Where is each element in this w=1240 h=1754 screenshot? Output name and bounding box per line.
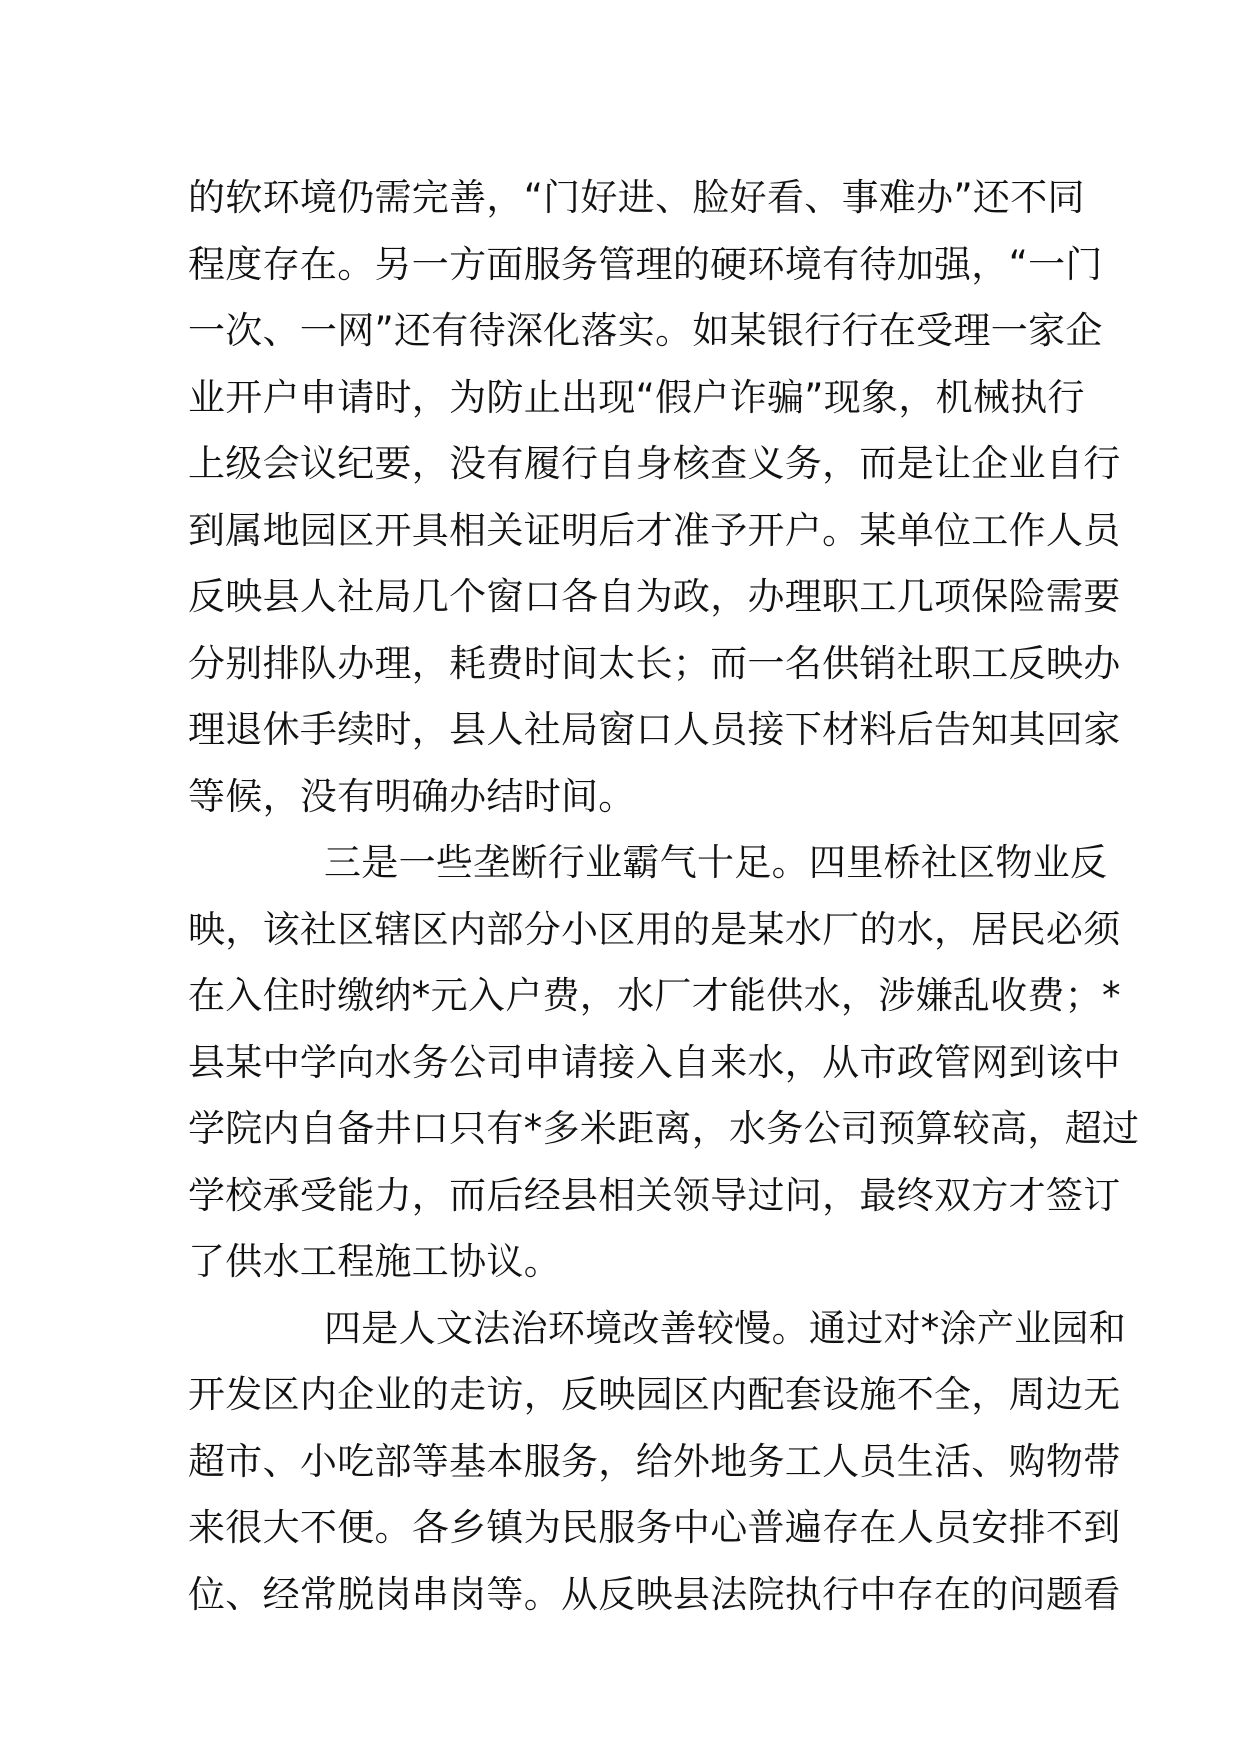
paragraph-heading-3: 三是一些垄断行业霸气十足。四里桥社区物业反 — [324, 841, 1108, 884]
text-line: 上级会议纪要，没有履行自身核查义务，而是让企业自行 — [188, 442, 1121, 485]
text-line: 到属地园区开具相关证明后才准予开户。某单位工作人员 — [188, 508, 1121, 552]
paragraph-heading-4: 四是人文法治环境改善较慢。通过对*涂产业园和 — [324, 1306, 1127, 1350]
text-line: 开发区内企业的走访，反映园区内配套设施不全，周边无 — [188, 1373, 1121, 1416]
text-line: 程度存在。另一方面服务管理的硬环境有待加强，“一门 — [188, 242, 1103, 286]
text-line: 业开户申请时，为防止出现“假户诈骗”现象，机械执行 — [188, 375, 1085, 419]
text-line: 等候，没有明确办结时间。 — [188, 774, 636, 818]
text-line: 理退休手续时，县人社局窗口人员接下材料后告知其回家 — [188, 708, 1121, 751]
text-line: 映，该社区辖区内部分小区用的是某水厂的水，居民必须 — [188, 907, 1121, 951]
text-line: 位、经常脱岗串岗等。从反映县法院执行中存在的问题看 — [188, 1572, 1121, 1616]
text-line: 的软环境仍需完善，“门好进、脸好看、事难办”还不同 — [188, 176, 1085, 219]
text-line: 了供水工程施工协议。 — [188, 1240, 561, 1283]
text-line: 来很大不便。各乡镇为民服务中心普遍存在人员安排不到 — [188, 1506, 1121, 1549]
text-line: 学院内自备井口只有*多米距离，水务公司预算较高，超过 — [188, 1107, 1140, 1150]
text-line: 在入住时缴纳*元入户费，水厂才能供水，涉嫌乱收费；* — [188, 974, 1121, 1017]
text-line: 超市、小吃部等基本服务，给外地务工人员生活、购物带 — [188, 1439, 1121, 1483]
text-line: 分别排队办理，耗费时间太长；而一名供销社职工反映办 — [188, 641, 1121, 685]
text-line: 反映县人社局几个窗口各自为政，办理职工几项保险需要 — [188, 575, 1121, 618]
text-line: 县某中学向水务公司申请接入自来水，从市政管网到该中 — [188, 1040, 1121, 1084]
document-body — [188, 165, 1140, 1628]
text-line: 学校承受能力，而后经县相关领导过问，最终双方才签订 — [188, 1173, 1121, 1217]
text-line: 一次、一网”还有待深化落实。如某银行行在受理一家企 — [188, 309, 1103, 352]
